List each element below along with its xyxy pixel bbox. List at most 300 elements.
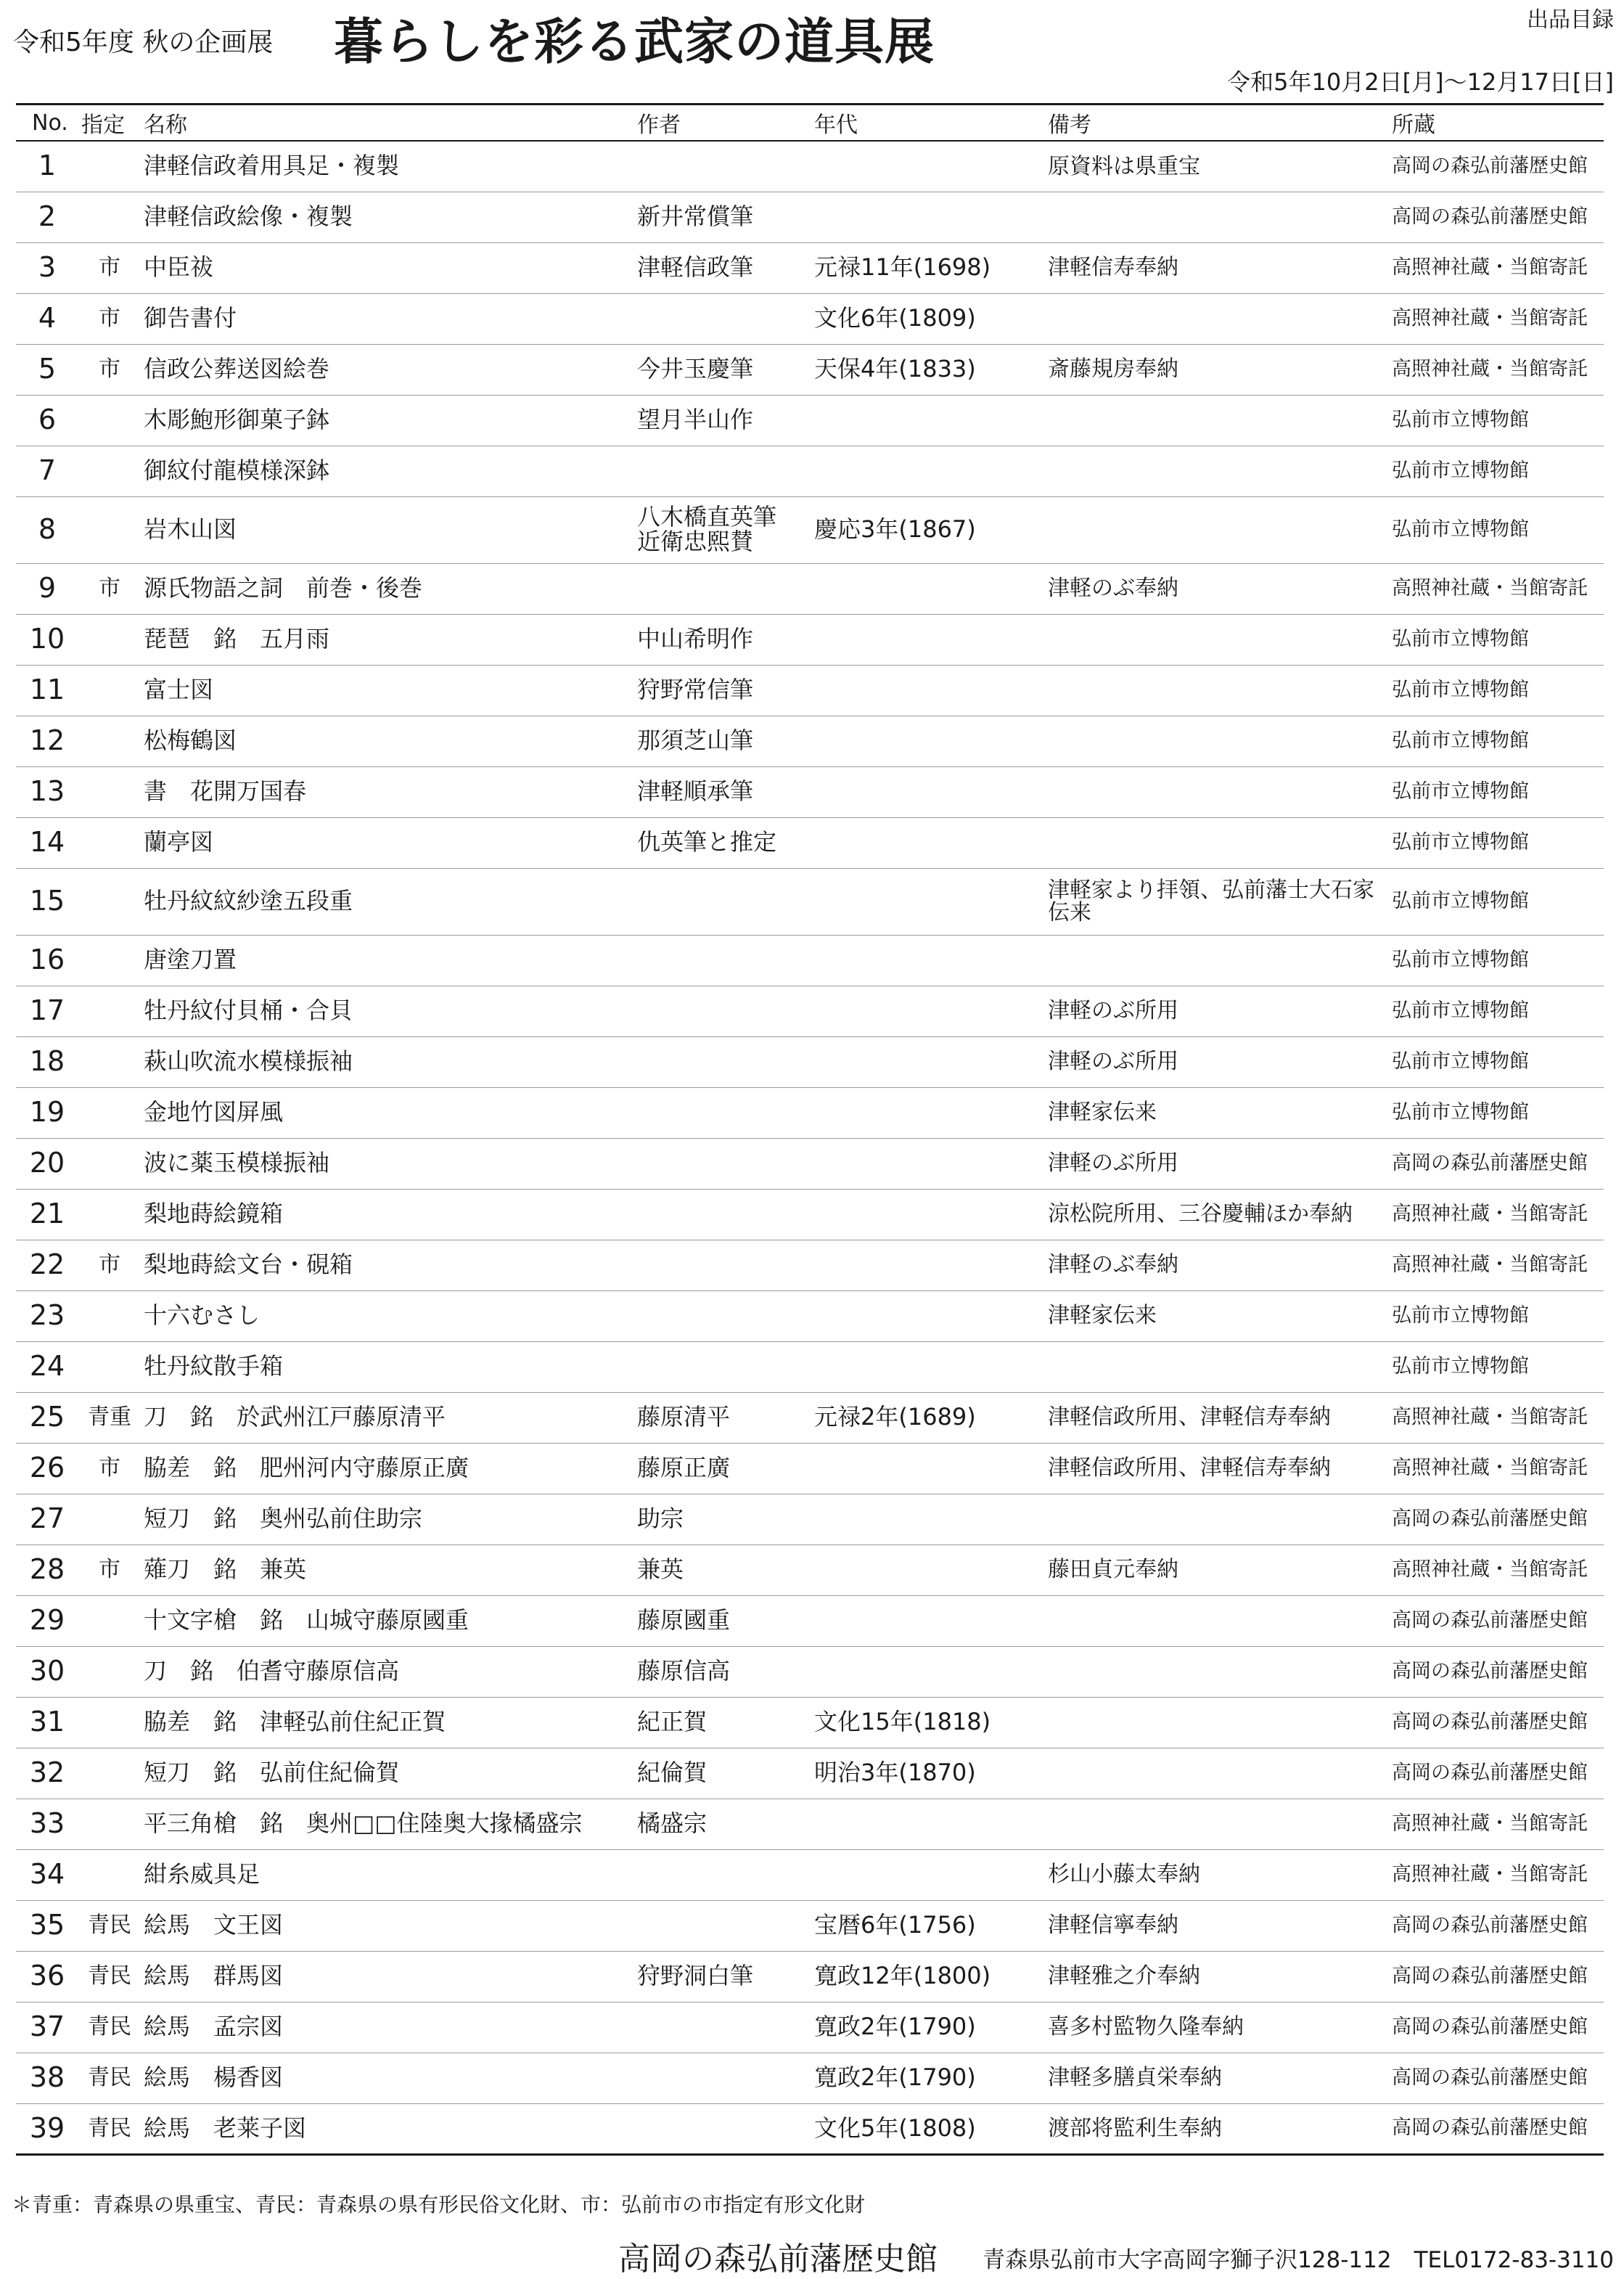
item-era (811, 192, 1045, 242)
catalog-table (16, 103, 1604, 2156)
table-row (16, 868, 1604, 935)
item-note (1045, 935, 1389, 986)
item-owner: 高岡の森弘前藩歴史館 (1389, 141, 1604, 192)
item-name: 津軽信政着用具足・複製 (141, 141, 634, 192)
table-row (16, 614, 1604, 665)
item-owner: 高照神社蔵・当館寄託 (1389, 1392, 1604, 1443)
item-note: 渡部将監利生奉納 (1045, 2103, 1389, 2154)
column-header-name: 名称 (141, 105, 634, 142)
item-name: 刀 銘 於武州江戸藤原清平 (141, 1392, 634, 1443)
item-designation: 青民 (78, 1951, 141, 2002)
table-row (16, 2053, 1604, 2103)
item-owner: 高照神社蔵・当館寄託 (1389, 1240, 1604, 1290)
item-designation (78, 665, 141, 716)
item-name: 蘭亭図 (141, 817, 634, 868)
item-era (811, 1494, 1045, 1544)
item-owner: 弘前市立博物館 (1389, 665, 1604, 716)
item-author: 紀正賀 (634, 1697, 811, 1748)
column-header-note: 備考 (1045, 105, 1389, 142)
item-era (811, 716, 1045, 766)
item-era (811, 766, 1045, 817)
table-row (16, 1544, 1604, 1595)
item-designation (78, 1646, 141, 1697)
item-designation: 青重 (78, 1392, 141, 1443)
item-owner: 高岡の森弘前藩歴史館 (1389, 192, 1604, 242)
table-row (16, 986, 1604, 1036)
item-name: 絵馬 老莱子図 (141, 2103, 634, 2154)
table-row (16, 1036, 1604, 1087)
item-owner: 弘前市立博物館 (1389, 395, 1604, 446)
item-designation (78, 192, 141, 242)
item-designation (78, 986, 141, 1036)
item-number: 12 (16, 716, 78, 766)
item-era (811, 1290, 1045, 1341)
item-note: 津軽雅之介奉納 (1045, 1951, 1389, 2002)
item-era: 天保4年(1833) (811, 344, 1045, 395)
item-name: 脇差 銘 津軽弘前住紀正賀 (141, 1697, 634, 1748)
item-name: 波に薬玉模様振袖 (141, 1138, 634, 1189)
item-owner: 弘前市立博物館 (1389, 1290, 1604, 1341)
item-era (811, 1595, 1045, 1646)
item-note: 津軽多膳貞栄奉納 (1045, 2053, 1389, 2103)
item-number: 1 (16, 141, 78, 192)
item-designation (78, 1341, 141, 1392)
item-note (1045, 1697, 1389, 1748)
item-name: 松梅鶴図 (141, 716, 634, 766)
item-number: 21 (16, 1189, 78, 1240)
item-author: 今井玉慶筆 (634, 344, 811, 395)
item-era (811, 395, 1045, 446)
item-author: 仇英筆と推定 (634, 817, 811, 868)
item-note: 津軽信政所用、津軽信寿奉納 (1045, 1443, 1389, 1494)
item-era (811, 868, 1045, 935)
item-name: 中臣祓 (141, 242, 634, 293)
item-author (634, 496, 811, 563)
table-row (16, 716, 1604, 766)
item-name: 刀 銘 伯耆守藤原信高 (141, 1646, 634, 1697)
item-author (634, 446, 811, 496)
item-designation (78, 1036, 141, 1087)
item-owner: 弘前市立博物館 (1389, 868, 1604, 935)
item-name: 萩山吹流水模様振袖 (141, 1036, 634, 1087)
item-owner: 弘前市立博物館 (1389, 496, 1604, 563)
table-row (16, 496, 1604, 563)
item-era: 元禄2年(1689) (811, 1392, 1045, 1443)
item-note (1045, 1646, 1389, 1697)
table-row (16, 935, 1604, 986)
item-designation: 青民 (78, 1900, 141, 1951)
item-designation (78, 496, 141, 563)
item-name: 絵馬 楊香図 (141, 2053, 634, 2103)
item-number: 33 (16, 1799, 78, 1849)
item-author: 新井常償筆 (634, 192, 811, 242)
item-designation: 市 (78, 563, 141, 614)
item-author (634, 2053, 811, 2103)
item-era (811, 1240, 1045, 1290)
item-era (811, 1138, 1045, 1189)
item-era: 文化15年(1818) (811, 1697, 1045, 1748)
table-row (16, 1494, 1604, 1544)
item-author (634, 1036, 811, 1087)
exhibition-subtitle: 令和5年度 秋の企画展 (13, 28, 274, 57)
item-note (1045, 665, 1389, 716)
item-era (811, 563, 1045, 614)
item-owner: 高岡の森弘前藩歴史館 (1389, 2053, 1604, 2103)
item-name: 津軽信政絵像・複製 (141, 192, 634, 242)
table-row (16, 446, 1604, 496)
item-owner: 弘前市立博物館 (1389, 1087, 1604, 1138)
table-row (16, 344, 1604, 395)
item-designation: 市 (78, 1544, 141, 1595)
table-row (16, 1849, 1604, 1900)
item-designation: 青民 (78, 2002, 141, 2053)
item-designation (78, 141, 141, 192)
item-number: 20 (16, 1138, 78, 1189)
item-name: 梨地蒔絵文台・硯箱 (141, 1240, 634, 1290)
item-name: 木彫鮑形御菓子鉢 (141, 395, 634, 446)
exhibition-title: 暮らしを彩る武家の道具展 (334, 14, 935, 71)
item-number: 16 (16, 935, 78, 986)
item-note (1045, 817, 1389, 868)
item-number: 27 (16, 1494, 78, 1544)
column-header-owner: 所蔵 (1389, 105, 1604, 142)
item-designation: 市 (78, 1240, 141, 1290)
table-row (16, 192, 1604, 242)
table-row (16, 1189, 1604, 1240)
item-designation: 市 (78, 1443, 141, 1494)
item-owner: 高岡の森弘前藩歴史館 (1389, 2002, 1604, 2053)
item-author (634, 868, 811, 935)
item-note: 津軽のぶ所用 (1045, 986, 1389, 1036)
item-number: 34 (16, 1849, 78, 1900)
item-owner: 高岡の森弘前藩歴史館 (1389, 1494, 1604, 1544)
item-number: 3 (16, 242, 78, 293)
item-author: 藤原清平 (634, 1392, 811, 1443)
item-name: 絵馬 孟宗図 (141, 2002, 634, 2053)
table-row (16, 293, 1604, 344)
item-note (1045, 1341, 1389, 1392)
item-era (811, 817, 1045, 868)
item-name: 唐塗刀置 (141, 935, 634, 986)
item-number: 23 (16, 1290, 78, 1341)
item-note (1045, 868, 1389, 935)
item-author (634, 1189, 811, 1240)
item-owner: 高照神社蔵・当館寄託 (1389, 1849, 1604, 1900)
table-row (16, 766, 1604, 817)
item-owner: 高岡の森弘前藩歴史館 (1389, 1646, 1604, 1697)
item-note: 津軽のぶ奉納 (1045, 563, 1389, 614)
item-name: 短刀 銘 奥州弘前住助宗 (141, 1494, 634, 1544)
item-owner: 弘前市立博物館 (1389, 1341, 1604, 1392)
item-number: 8 (16, 496, 78, 563)
table-row (16, 1697, 1604, 1748)
item-number: 24 (16, 1341, 78, 1392)
item-owner: 高照神社蔵・当館寄託 (1389, 1544, 1604, 1595)
item-author: 藤原國重 (634, 1595, 811, 1646)
item-designation (78, 1189, 141, 1240)
table-row (16, 2002, 1604, 2053)
table-row (16, 1900, 1604, 1951)
item-owner: 高照神社蔵・当館寄託 (1389, 293, 1604, 344)
item-note-line: 伝来 (1048, 900, 1091, 925)
item-note: 津軽のぶ所用 (1045, 1036, 1389, 1087)
item-note: 喜多村監物久隆奉納 (1045, 2002, 1389, 2053)
item-number: 31 (16, 1697, 78, 1748)
item-owner: 高照神社蔵・当館寄託 (1389, 242, 1604, 293)
item-number: 9 (16, 563, 78, 614)
item-owner: 高照神社蔵・当館寄託 (1389, 1443, 1604, 1494)
item-era: 宝暦6年(1756) (811, 1900, 1045, 1951)
item-designation (78, 1849, 141, 1900)
table-row (16, 1443, 1604, 1494)
museum-address: 青森県弘前市大字高岡字獅子沢128-112 TEL0172-83-3110 (983, 2247, 1614, 2273)
table-row (16, 395, 1604, 446)
item-author: 藤原正廣 (634, 1443, 811, 1494)
column-header-no: No. (16, 105, 78, 142)
item-number: 26 (16, 1443, 78, 1494)
item-number: 37 (16, 2002, 78, 2053)
item-author: 望月半山作 (634, 395, 811, 446)
item-number: 19 (16, 1087, 78, 1138)
item-owner: 弘前市立博物館 (1389, 817, 1604, 868)
item-designation (78, 1138, 141, 1189)
item-owner: 弘前市立博物館 (1389, 766, 1604, 817)
item-number: 22 (16, 1240, 78, 1290)
item-name: 琵琶 銘 五月雨 (141, 614, 634, 665)
item-designation (78, 935, 141, 986)
item-era (811, 614, 1045, 665)
item-author (634, 1087, 811, 1138)
item-author: 津軽順承筆 (634, 766, 811, 817)
item-designation (78, 1799, 141, 1849)
item-owner: 弘前市立博物館 (1389, 935, 1604, 986)
item-number: 2 (16, 192, 78, 242)
item-owner: 弘前市立博物館 (1389, 716, 1604, 766)
item-author-line: 八木橋直英筆 (637, 503, 777, 531)
item-note (1045, 1748, 1389, 1799)
page-footer (0, 2228, 1624, 2278)
table-row (16, 1646, 1604, 1697)
item-owner: 弘前市立博物館 (1389, 446, 1604, 496)
item-note (1045, 716, 1389, 766)
item-number: 13 (16, 766, 78, 817)
item-note: 藤田貞元奉納 (1045, 1544, 1389, 1595)
item-owner: 高岡の森弘前藩歴史館 (1389, 1138, 1604, 1189)
item-name: 書 花開万国春 (141, 766, 634, 817)
item-name: 短刀 銘 弘前住紀倫賀 (141, 1748, 634, 1799)
item-name: 薙刀 銘 兼英 (141, 1544, 634, 1595)
item-number: 38 (16, 2053, 78, 2103)
item-author (634, 1341, 811, 1392)
item-owner: 高岡の森弘前藩歴史館 (1389, 1748, 1604, 1799)
item-designation (78, 817, 141, 868)
item-designation (78, 1087, 141, 1138)
item-designation (78, 1595, 141, 1646)
item-author (634, 1849, 811, 1900)
item-era (811, 1036, 1045, 1087)
item-name: 金地竹図屏風 (141, 1087, 634, 1138)
item-author (634, 2002, 811, 2053)
item-era: 文化6年(1809) (811, 293, 1045, 344)
table-row (16, 563, 1604, 614)
item-era (811, 1443, 1045, 1494)
item-author: 藤原信高 (634, 1646, 811, 1697)
item-name: 絵馬 文王図 (141, 1900, 634, 1951)
item-name: 源氏物語之詞 前巻・後巻 (141, 563, 634, 614)
item-name: 脇差 銘 肥州河内守藤原正廣 (141, 1443, 634, 1494)
item-name: 富士図 (141, 665, 634, 716)
item-author: 津軽信政筆 (634, 242, 811, 293)
item-number: 4 (16, 293, 78, 344)
item-number: 30 (16, 1646, 78, 1697)
item-author: 紀倫賀 (634, 1748, 811, 1799)
item-name: 十六むさし (141, 1290, 634, 1341)
footnote: ＊青重：青森県の県重宝、青民：青森県の県有形民俗文化財、市：弘前市の市指定有形文化財 (12, 2193, 866, 2217)
item-number: 28 (16, 1544, 78, 1595)
item-owner: 弘前市立博物館 (1389, 614, 1604, 665)
item-designation (78, 395, 141, 446)
item-number: 17 (16, 986, 78, 1036)
item-number: 35 (16, 1900, 78, 1951)
item-author (634, 1240, 811, 1290)
item-name: 紺糸威具足 (141, 1849, 634, 1900)
item-designation (78, 446, 141, 496)
item-name: 岩木山図 (141, 496, 634, 563)
item-era: 寛政2年(1790) (811, 2053, 1045, 2103)
item-number: 18 (16, 1036, 78, 1087)
item-owner: 高岡の森弘前藩歴史館 (1389, 1595, 1604, 1646)
item-note (1045, 293, 1389, 344)
item-era (811, 141, 1045, 192)
item-era: 寛政2年(1790) (811, 2002, 1045, 2053)
item-era (811, 935, 1045, 986)
item-designation (78, 1697, 141, 1748)
item-note: 杉山小藤太奉納 (1045, 1849, 1389, 1900)
item-note: 原資料は県重宝 (1045, 141, 1389, 192)
item-era (811, 1087, 1045, 1138)
item-number: 14 (16, 817, 78, 868)
table-row (16, 665, 1604, 716)
table-row (16, 817, 1604, 868)
item-designation (78, 716, 141, 766)
item-owner: 高岡の森弘前藩歴史館 (1389, 1951, 1604, 2002)
exhibition-dates: 令和5年10月2日[月]〜12月17日[日] (1227, 68, 1614, 96)
item-note: 津軽のぶ所用 (1045, 1138, 1389, 1189)
item-name: 御紋付龍模様深鉢 (141, 446, 634, 496)
item-note: 津軽家伝来 (1045, 1290, 1389, 1341)
item-note: 津軽のぶ奉納 (1045, 1240, 1389, 1290)
item-author (634, 141, 811, 192)
table-row (16, 1748, 1604, 1799)
table-row (16, 1087, 1604, 1138)
item-author-line: 近衛忠熙賛 (637, 528, 754, 555)
item-owner: 高照神社蔵・当館寄託 (1389, 344, 1604, 395)
item-note (1045, 614, 1389, 665)
item-designation (78, 868, 141, 935)
item-era: 寛政12年(1800) (811, 1951, 1045, 2002)
item-author (634, 563, 811, 614)
item-name: 絵馬 群馬図 (141, 1951, 634, 2002)
item-era (811, 1189, 1045, 1240)
item-note (1045, 766, 1389, 817)
table-row (16, 1240, 1604, 1290)
page-header (0, 0, 1624, 116)
table-row (16, 1138, 1604, 1189)
item-owner: 弘前市立博物館 (1389, 1036, 1604, 1087)
item-note (1045, 1494, 1389, 1544)
item-designation (78, 614, 141, 665)
item-era (811, 1646, 1045, 1697)
item-number: 11 (16, 665, 78, 716)
item-era (811, 446, 1045, 496)
column-header-author: 作者 (634, 105, 811, 142)
item-author: 橘盛宗 (634, 1799, 811, 1849)
table-row (16, 141, 1604, 192)
item-number: 7 (16, 446, 78, 496)
item-author (634, 986, 811, 1036)
item-designation: 青民 (78, 2103, 141, 2154)
item-name: 梨地蒔絵鏡箱 (141, 1189, 634, 1240)
item-name: 平三角槍 銘 奥州□□住陸奥大掾橘盛宗 (141, 1799, 634, 1849)
item-note (1045, 1595, 1389, 1646)
item-designation (78, 1748, 141, 1799)
item-note: 津軽信政所用、津軽信寿奉納 (1045, 1392, 1389, 1443)
column-header-designation: 指定 (78, 105, 141, 142)
item-designation (78, 1494, 141, 1544)
item-name: 御告書付 (141, 293, 634, 344)
item-number: 39 (16, 2103, 78, 2154)
item-designation (78, 766, 141, 817)
item-note-line: 津軽家より拝領、弘前藩士大石家 (1048, 877, 1374, 903)
catalog-rows (16, 141, 1604, 2154)
item-era (811, 1849, 1045, 1900)
item-number: 15 (16, 868, 78, 935)
item-author (634, 1900, 811, 1951)
item-era (811, 665, 1045, 716)
item-author (634, 935, 811, 986)
item-number: 32 (16, 1748, 78, 1799)
table-row (16, 1799, 1604, 1849)
item-designation: 青民 (78, 2053, 141, 2103)
item-author (634, 1290, 811, 1341)
item-author: 助宗 (634, 1494, 811, 1544)
table-row (16, 1595, 1604, 1646)
item-note (1045, 192, 1389, 242)
item-name: 牡丹紋散手箱 (141, 1341, 634, 1392)
item-number: 25 (16, 1392, 78, 1443)
item-note: 津軽信寿奉納 (1045, 242, 1389, 293)
item-owner: 高岡の森弘前藩歴史館 (1389, 2103, 1604, 2154)
item-owner: 高照神社蔵・当館寄託 (1389, 1189, 1604, 1240)
item-era: 明治3年(1870) (811, 1748, 1045, 1799)
item-era (811, 1799, 1045, 1849)
item-era (811, 1341, 1045, 1392)
item-owner: 高照神社蔵・当館寄託 (1389, 1799, 1604, 1849)
column-header-era: 年代 (811, 105, 1045, 142)
table-row (16, 1392, 1604, 1443)
item-name: 十文字槍 銘 山城守藤原國重 (141, 1595, 634, 1646)
item-number: 29 (16, 1595, 78, 1646)
item-owner: 弘前市立博物館 (1389, 986, 1604, 1036)
item-designation: 市 (78, 344, 141, 395)
table-row (16, 2103, 1604, 2154)
item-designation: 市 (78, 293, 141, 344)
item-note (1045, 1799, 1389, 1849)
item-name: 信政公葬送図絵巻 (141, 344, 634, 395)
item-owner: 高岡の森弘前藩歴史館 (1389, 1697, 1604, 1748)
table-row (16, 1341, 1604, 1392)
item-author: 狩野常信筆 (634, 665, 811, 716)
